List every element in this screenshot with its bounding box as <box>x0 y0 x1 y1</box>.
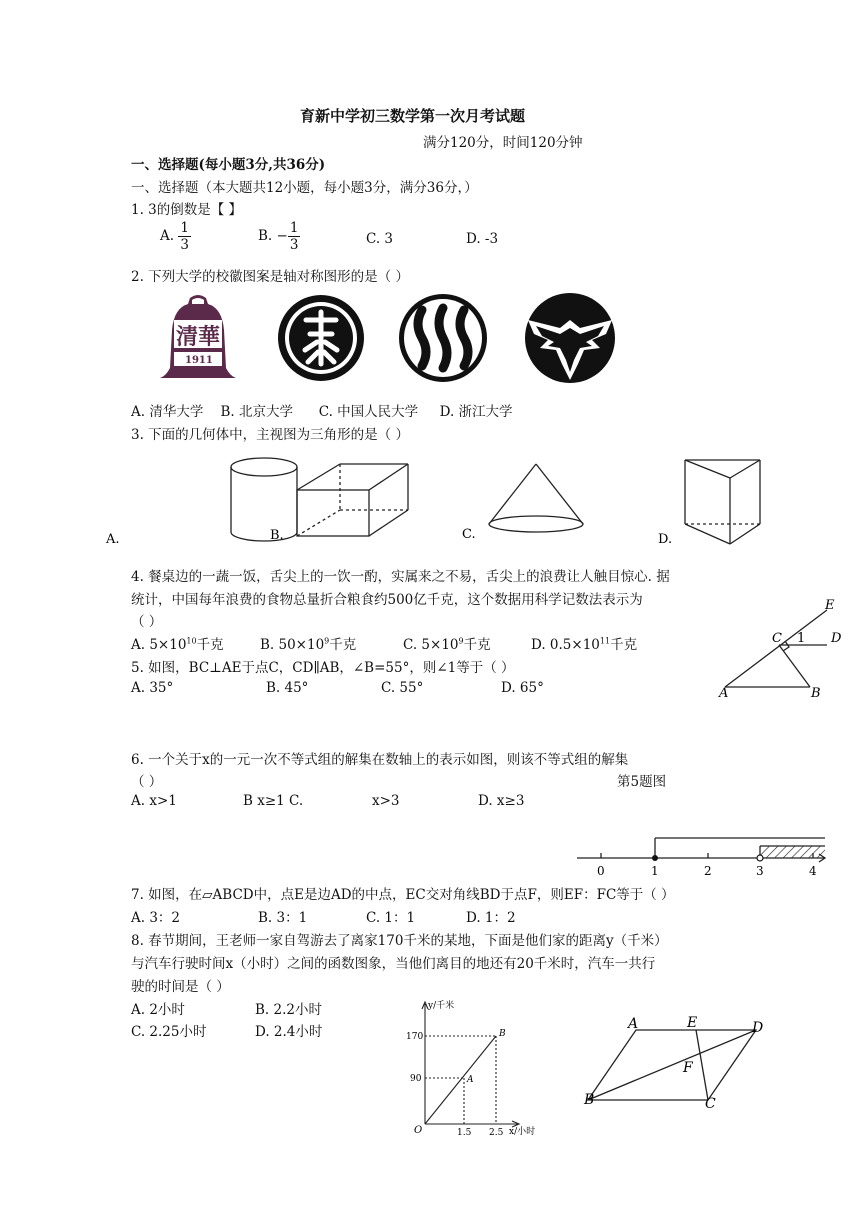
q7-option-c: C. 1：1 <box>366 910 416 926</box>
svg-text:3: 3 <box>756 864 764 878</box>
q8-line1: 8. 春节期间，王老师一家自驾游去了离家170千米的某地，下面是他们家的距离y（千米） <box>131 933 668 949</box>
q5-stem: 5. 如图，BC⊥AE于点C，CD∥AB，∠B=55°，则∠1等于（ ） <box>131 660 515 676</box>
q6-option-a: A. x>1 <box>131 793 177 809</box>
q7-stem: 7. 如图，在▱ABCD中，点E是边AD的中点，EC交对角线BD于点F，则EF：FC等于（ ） <box>131 887 675 903</box>
q2-university-logos <box>160 290 640 390</box>
svg-text:B: B <box>811 686 821 701</box>
q4-option-b: B. $50\times 10^9$千克 <box>260 636 357 653</box>
zju-logo-icon <box>525 293 615 383</box>
q4-option-a: A. $5\times 10^{10}$千克 <box>131 636 224 653</box>
q5-option-a: A. 35° <box>131 680 174 696</box>
q4-line1: 4. 餐桌边的一蔬一饭，舌尖上的一饮一酌，实属来之不易，舌尖上的浪费让人触目惊心. 据 <box>131 569 670 585</box>
cuboid-icon <box>297 464 408 536</box>
svg-text:O: O <box>414 1125 423 1136</box>
q1-option-a: A. $\frac{1}{3}$ <box>160 220 189 253</box>
q8-option-d: D. 2.4小时 <box>255 1024 323 1040</box>
svg-text:A: A <box>467 1075 474 1085</box>
svg-text:A: A <box>628 1016 639 1032</box>
cone-icon <box>489 464 583 532</box>
svg-text:E: E <box>825 598 835 613</box>
section-intro: 一、选择题（本大题共12小题，每小题3分，满分36分，） <box>131 180 478 196</box>
svg-text:C: C <box>772 631 782 646</box>
cylinder-icon <box>231 458 297 541</box>
q6-option-c: x>3 <box>372 793 400 809</box>
q8-option-b: B. 2.2小时 <box>255 1002 322 1018</box>
q6-option-d: D. x≥3 <box>478 793 525 809</box>
q6-line2: （ ） <box>131 774 163 790</box>
q4-option-d: D. $0.5\times 10^{11}$千克 <box>531 636 638 653</box>
svg-text:A: A <box>719 686 729 701</box>
q6-option-b: B x≥1 C. <box>243 793 304 809</box>
q1-option-b: B. − $\frac{1}{3}$ <box>258 220 299 253</box>
svg-text:1911: 1911 <box>185 355 213 366</box>
q5-option-b: B. 45° <box>266 680 309 696</box>
q6-number-line <box>575 828 835 880</box>
svg-text:E: E <box>687 1015 698 1031</box>
q1-stem: 1. 3的倒数是【 】 <box>131 202 243 218</box>
svg-text:x/小时: x/小时 <box>509 1127 536 1137</box>
svg-text:2.5: 2.5 <box>489 1128 504 1138</box>
q3-solids-figure <box>100 452 780 552</box>
q4-line2: 统计，中国每年浪费的食物总量折合粮食约500亿千克，这个数据用科学记数法表示为 <box>131 592 643 608</box>
svg-text:4: 4 <box>809 864 817 878</box>
q5-figure <box>715 595 850 705</box>
q6-line1: 6. 一个关于x的一元一次不等式组的解集在数轴上的表示如图，则该不等式组的解集 <box>131 752 629 768</box>
q8-option-a: A. 2小时 <box>131 1002 185 1018</box>
q5-option-c: C. 55° <box>381 680 424 696</box>
q5-figure-caption: 第5题图 <box>617 774 667 790</box>
ruc-logo-icon <box>399 294 487 382</box>
closed-point-icon <box>652 855 658 861</box>
svg-text:F: F <box>683 1060 693 1076</box>
svg-text:90: 90 <box>410 1074 422 1084</box>
svg-text:B: B <box>584 1092 595 1108</box>
svg-text:1.5: 1.5 <box>457 1128 472 1138</box>
svg-text:2: 2 <box>704 864 712 878</box>
svg-text:D.: D. <box>658 532 673 547</box>
svg-text:C.: C. <box>462 527 476 542</box>
q7-option-b: B. 3：1 <box>258 910 308 926</box>
page-title: 育新中学初三数学第一次月考试题 <box>300 107 526 125</box>
svg-text:D: D <box>752 1020 764 1036</box>
svg-text:1: 1 <box>797 631 806 646</box>
q8-option-c: C. 2.25小时 <box>131 1024 207 1040</box>
q8-line2: 与汽车行驶时间x（小时）之间的函数图象，当他们离目的地还有20千米时，汽车一共行 <box>131 956 656 972</box>
svg-text:170: 170 <box>406 1032 424 1042</box>
q7-option-d: D. 1：2 <box>466 910 516 926</box>
svg-text:B: B <box>499 1029 506 1039</box>
q7-option-a: A. 3：2 <box>131 910 181 926</box>
pku-logo-icon <box>278 295 364 381</box>
q1-option-d: D. ‐3 <box>466 231 499 247</box>
q4-option-c: C. $5\times 10^9$千克 <box>403 636 491 653</box>
section-heading: 一、选择题(每小题3分,共36分) <box>131 157 326 173</box>
triangular-prism-icon <box>685 460 760 544</box>
q8-line3: 驶的时间是（ ） <box>131 979 230 995</box>
q5-option-d: D. 65° <box>501 680 544 696</box>
q3-stem: 3. 下面的几何体中，主视图为三角形的是（ ） <box>131 427 409 443</box>
svg-text:C: C <box>705 1096 716 1112</box>
q2-stem: 2. 下列大学的校徽图案是轴对称图形的是（ ） <box>131 269 409 285</box>
svg-text:清華: 清華 <box>176 324 221 350</box>
svg-text:1: 1 <box>651 864 659 878</box>
q8-function-graph <box>400 996 550 1138</box>
svg-text:D: D <box>831 631 842 646</box>
q7-parallelogram-figure <box>580 1010 780 1115</box>
tsinghua-logo-icon <box>160 295 236 378</box>
svg-text:B.: B. <box>270 528 284 543</box>
page-subtitle: 满分120分，时间120分钟 <box>423 135 583 151</box>
q4-line3: （ ） <box>131 614 163 630</box>
svg-text:0: 0 <box>597 864 605 878</box>
q1-option-c: C. 3 <box>366 231 394 247</box>
svg-text:A.: A. <box>106 532 120 547</box>
open-point-icon <box>757 855 763 861</box>
q2-options: A. 清华大学 B. 北京大学 C. 中国人民大学 D. 浙江大学 <box>131 404 513 420</box>
svg-text:y/千米: y/千米 <box>428 1001 455 1011</box>
